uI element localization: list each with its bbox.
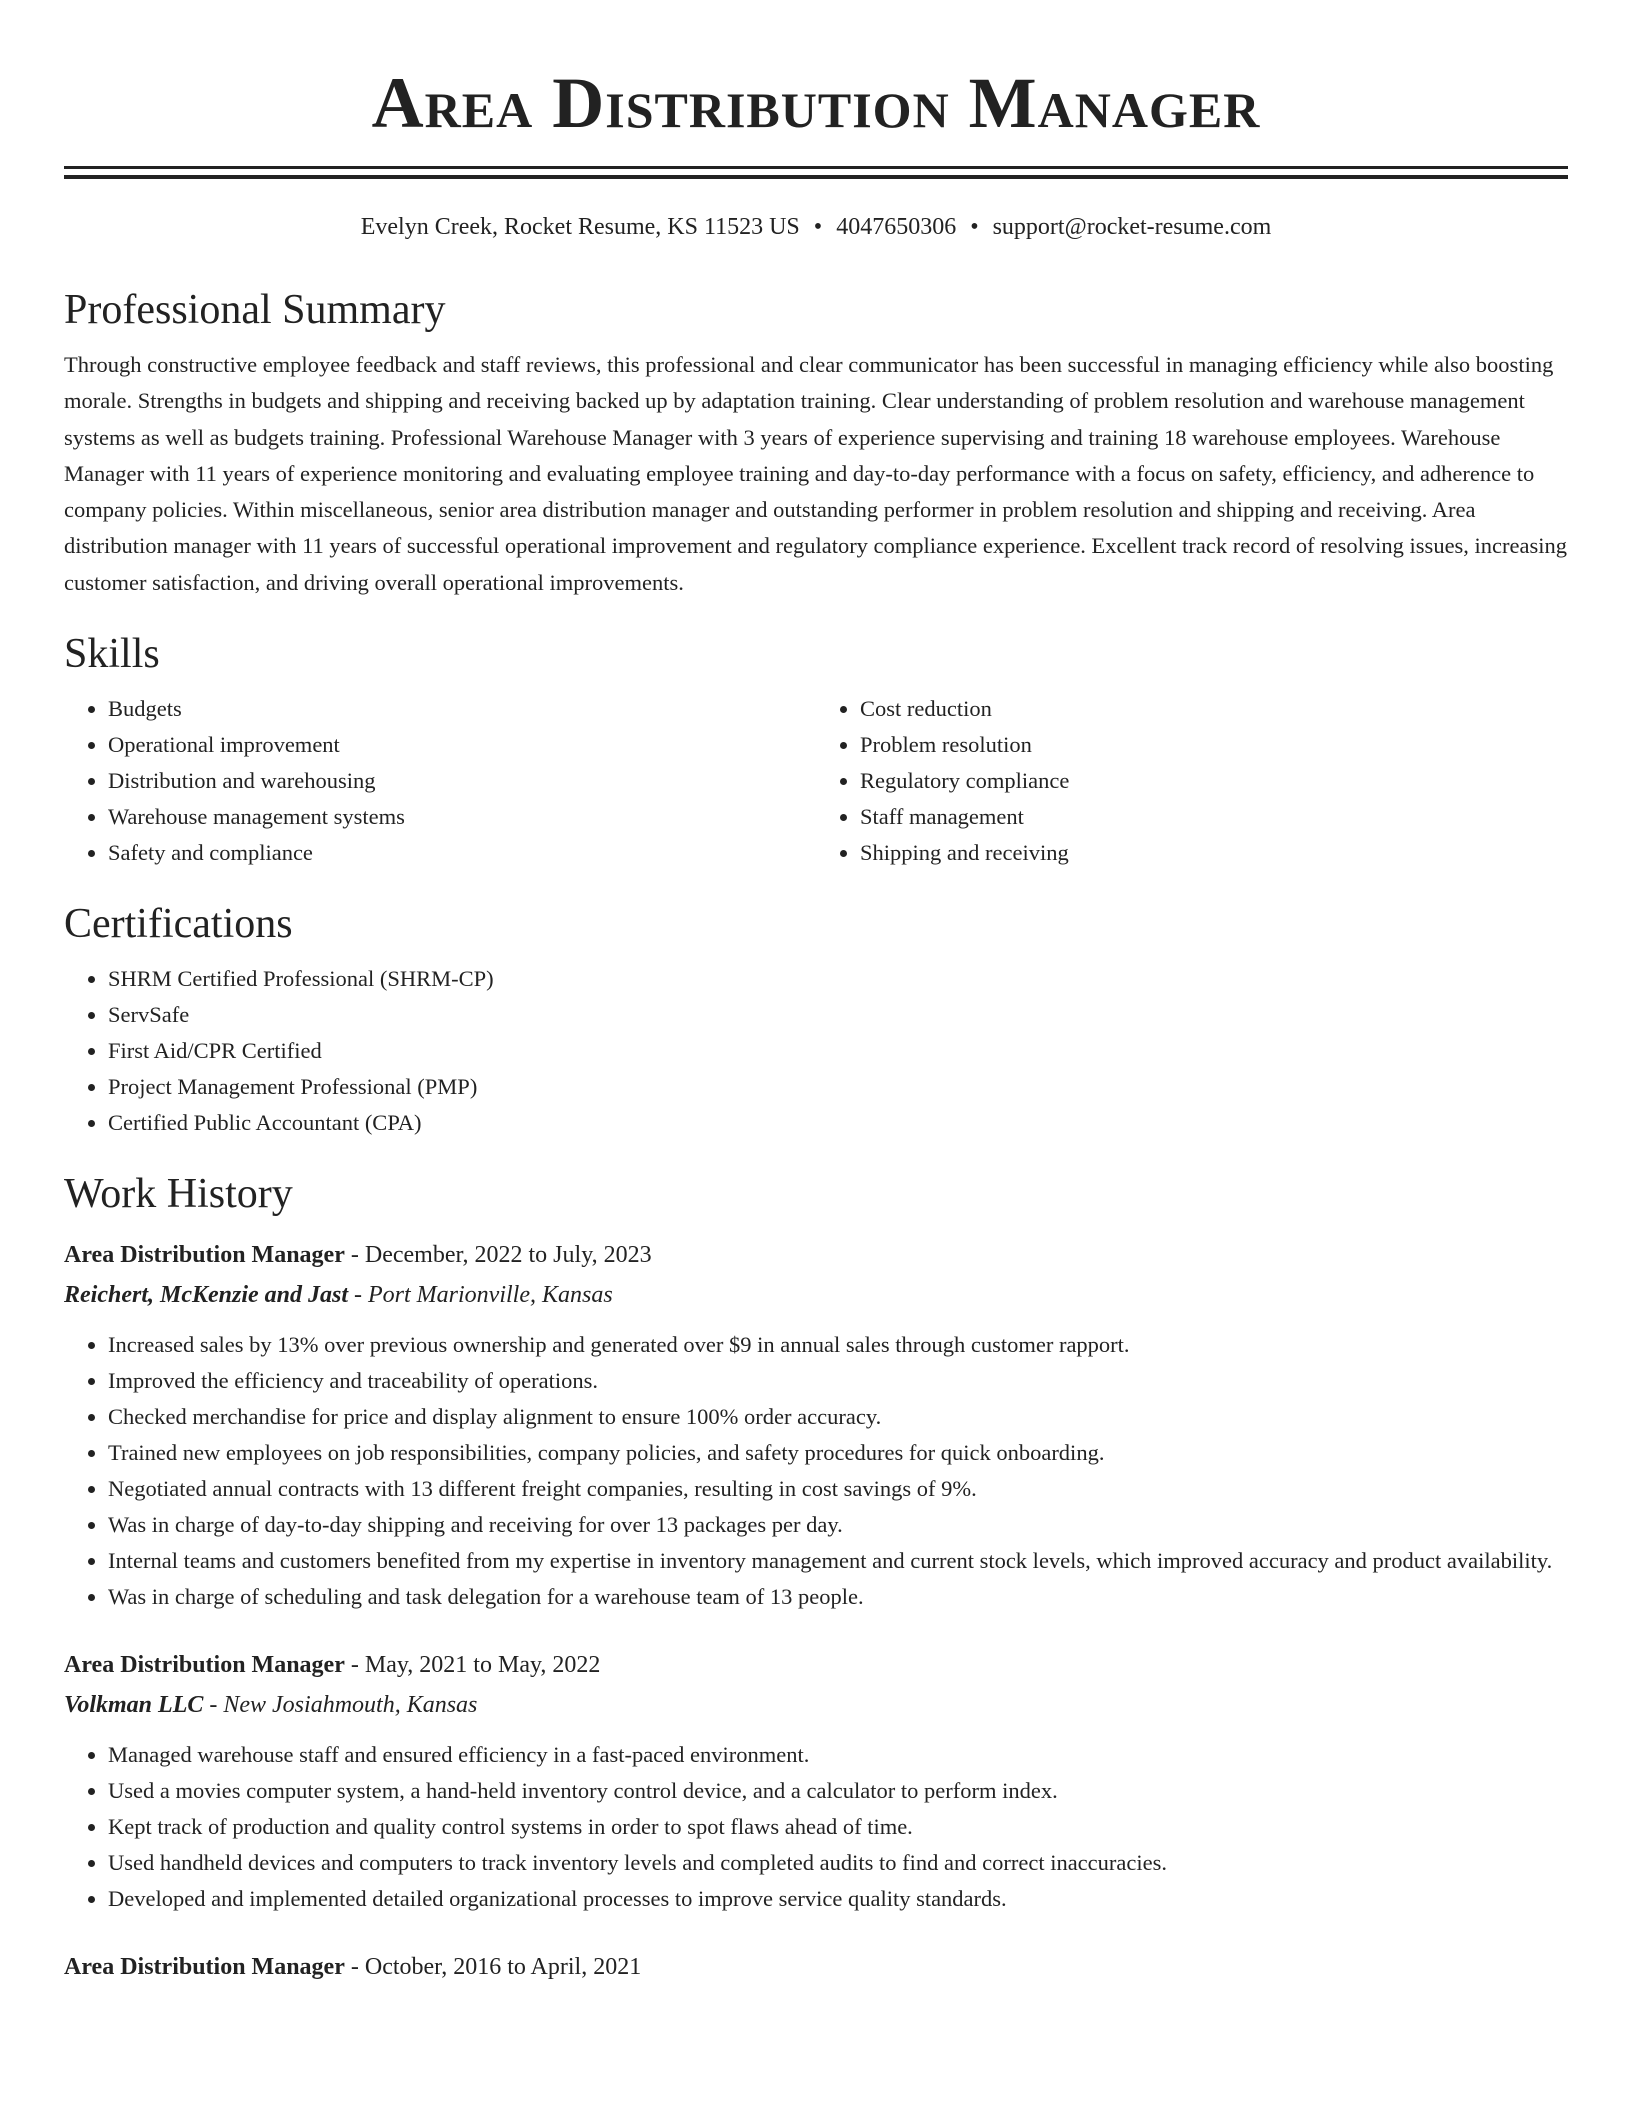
job-entry [64, 1235, 1568, 1615]
job-bullet: • Checked merchandise for price and display alignment to ensure 100% order accuracy. [108, 1399, 1568, 1435]
skill-item: • Cost reduction [860, 691, 1568, 727]
job-bullet: • Developed and implemented detailed organizational processes to improve service quality standards. [108, 1881, 1568, 1917]
job-title-line: Area Distribution Manager - October, 2016 to April, 2021 [64, 1954, 642, 1981]
skill-item: • Operational improvement [108, 727, 816, 763]
skills-columns [64, 691, 1568, 871]
skill-item: • Distribution and warehousing [108, 763, 816, 799]
skill-item: • Problem resolution [860, 727, 1568, 763]
skills-list-right [816, 691, 1568, 871]
certification-item: • ServSafe [108, 997, 1568, 1033]
resume-page [64, 0, 1568, 1987]
job-bullet: • Was in charge of day-to-day shipping and receiving for over 13 packages per day. [108, 1507, 1568, 1543]
job-location: New Josiahmouth, Kansas [223, 1692, 478, 1719]
skill-item: • Regulatory compliance [860, 763, 1568, 799]
job-bullet: • Was in charge of scheduling and task delegation for a warehouse team of 13 people. [108, 1579, 1568, 1615]
contact-address: Evelyn Creek, Rocket Resume, KS 11523 US [360, 214, 800, 240]
job-company: Volkman LLC [64, 1692, 204, 1719]
job-bullet: • Negotiated annual contracts with 13 different freight companies, resulting in cost savings of 9%. [108, 1471, 1568, 1507]
job-bullet: • Increased sales by 13% over previous ownership and generated over $9 in annual sales through customer rapport. [108, 1327, 1568, 1363]
job-entry [64, 1645, 1568, 1917]
title-rule-thick [64, 175, 1568, 179]
job-title: Area Distribution Manager [64, 1652, 345, 1679]
job-bullets [64, 1327, 1568, 1615]
job-bullets [64, 1737, 1568, 1917]
job-title: Area Distribution Manager [64, 1242, 345, 1269]
job-bullet: • Used handheld devices and computers to track inventory levels and completed audits to find and correct inaccuracies. [108, 1845, 1568, 1881]
contact-separator: • [970, 214, 979, 240]
skill-item: • Shipping and receiving [860, 835, 1568, 871]
skills-list-left [64, 691, 816, 871]
skill-item: • Staff management [860, 799, 1568, 835]
contact-separator: • [813, 214, 823, 240]
summary-heading: Professional Summary [64, 287, 446, 333]
job-title-line: Area Distribution Manager - December, 2022 to July, 2023 [64, 1242, 652, 1269]
certification-item: • First Aid/CPR Certified [108, 1033, 1568, 1069]
job-bullet: • Managed warehouse staff and ensured efficiency in a fast-paced environment. [108, 1737, 1568, 1773]
job-bullet: • Used a movies computer system, a hand-held inventory control device, and a calculator to perform index. [108, 1773, 1568, 1809]
job-dates: May, 2021 to May, 2022 [364, 1652, 601, 1679]
job-bullet: • Kept track of production and quality control systems in order to spot flaws ahead of time. [108, 1809, 1568, 1845]
certification-item: • SHRM Certified Professional (SHRM-CP) [108, 961, 1568, 997]
title-rule-thin [64, 166, 1568, 169]
job-title-line: Area Distribution Manager - May, 2021 to May, 2022 [64, 1652, 601, 1679]
job-company: Reichert, McKenzie and Jast [64, 1282, 349, 1309]
job-company-line: Volkman LLC - New Josiahmouth, Kansas [64, 1692, 478, 1719]
work-history-heading: Work History [64, 1171, 293, 1218]
job-bullet: • Internal teams and customers benefited from my expertise in inventory management and current stock levels, which improved accuracy and product availability. [108, 1543, 1568, 1579]
certifications-list [64, 961, 1568, 1141]
resume-title: Area Distribution Manager [371, 63, 1261, 143]
job-dates: December, 2022 to July, 2023 [364, 1242, 652, 1269]
contact-line [64, 211, 1568, 243]
contact-phone: 4047650306 [836, 214, 957, 240]
contact-email[interactable]: support@rocket-resume.com [992, 214, 1272, 240]
job-company-line: Reichert, McKenzie and Jast - Port Marionville, Kansas [64, 1282, 613, 1309]
job-bullet: • Trained new employees on job responsibilities, company policies, and safety procedures for quick onboarding. [108, 1435, 1568, 1471]
job-title: Area Distribution Manager [64, 1954, 345, 1981]
certification-item: • Project Management Professional (PMP) [108, 1069, 1568, 1105]
job-location: Port Marionville, Kansas [368, 1282, 613, 1309]
certification-item: • Certified Public Accountant (CPA) [108, 1105, 1568, 1141]
skill-item: • Warehouse management systems [108, 799, 816, 835]
skills-heading: Skills [64, 631, 160, 678]
job-dates: October, 2016 to April, 2021 [364, 1954, 642, 1981]
skill-item: • Budgets [108, 691, 816, 727]
job-entry [64, 1947, 1568, 1987]
certifications-heading: Certifications [64, 901, 293, 948]
job-bullet: • Improved the efficiency and traceability of operations. [108, 1363, 1568, 1399]
summary-text: Through constructive employee feedback and staff reviews, this professional and clear communicator has been successful in managing efficiency while also boosting morale. Strengths in budgets and shipping and receiving backed up by adaptation training. Clear understanding of problem resolution and warehouse management systems as well as budgets training. Professional Warehouse Manager with 3 years of experience supervising and training 18 warehouse employees. Warehouse Manager with 11 years of experience monitoring and evaluating employee training and day-to-day performance with a focus on safety, efficiency, and adherence to company policies. Within miscellaneous, senior area distribution manager and outstanding performer in problem resolution and shipping and receiving. Area distribution manager with 11 years of successful operational improvement and regulatory compliance experience. Excellent track record of resolving issues, increasing customer satisfaction, and driving overall operational improvements. [64, 352, 1568, 595]
skill-item: • Safety and compliance [108, 835, 816, 871]
